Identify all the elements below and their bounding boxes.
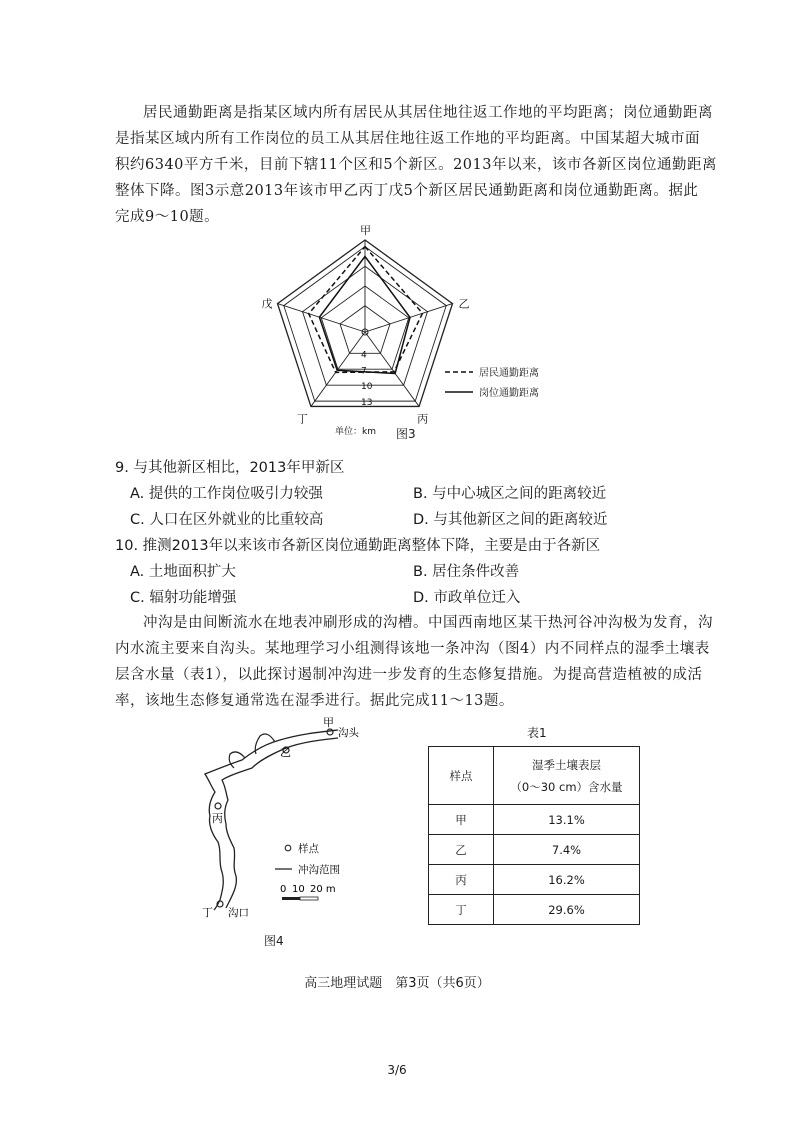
point-label-bing: 丙 <box>212 812 223 825</box>
scale-label-20: 20 m <box>310 884 336 895</box>
passage-line: 冲沟是由间断流水在地表冲刷形成的沟槽。中国西南地区某干热河谷冲沟极为发育，沟 <box>143 615 713 631</box>
radar-ring-label: 4 <box>361 350 367 361</box>
q9-stem: 9. 与其他新区相比，2013年甲新区 <box>115 460 345 476</box>
fig3-caption: 图3 <box>396 427 416 441</box>
point-label-jia: 甲 <box>323 716 334 729</box>
q9-option-a: A. 提供的工作岗位吸引力较强 <box>130 486 323 502</box>
radar-ring-label: 7 <box>361 366 367 377</box>
table1-cell-point: 丁 <box>429 895 494 925</box>
passage-gully <box>115 610 713 714</box>
gully-mouth-label: 沟口 <box>228 907 249 919</box>
fig4-gully-map <box>170 712 385 922</box>
q10-option-b: B. 居住条件改善 <box>413 564 520 580</box>
radar-ring-label: 10 <box>361 382 373 393</box>
passage-line: 积约6340平方千米，目前下辖11个区和5个新区。2013年以来，该市各新区岗位通勤距离 <box>115 157 717 173</box>
scale-bar-white <box>300 897 318 900</box>
scale-label-0: 0 <box>280 884 287 895</box>
passage-line: 完成9～10题。 <box>115 209 220 225</box>
q9-option-b: B. 与中心城区之间的距离较近 <box>413 486 607 502</box>
table1-cell-point: 乙 <box>429 835 494 865</box>
radar-axis-label: 戊 <box>261 297 273 311</box>
table1 <box>428 746 640 925</box>
passage-line: 率，该地生态修复通常选在湿季进行。据此完成11～13题。 <box>115 693 514 709</box>
legend-line-label: 冲沟范围 <box>298 864 340 876</box>
passage-line: 内水流主要来自沟头。某地理学习小组测得该地一条冲沟（图4）内不同样点的湿季土壤表 <box>115 641 710 657</box>
legend-point-label: 样点 <box>298 843 319 855</box>
legend-resident-label: 居民通勤距离 <box>479 368 539 379</box>
q10-option-a: A. 土地面积扩大 <box>130 564 236 580</box>
q9-option-c: C. 人口在区外就业的比重较高 <box>130 512 324 528</box>
radar-axis-label: 丁 <box>296 412 308 426</box>
table-row <box>429 835 640 865</box>
table1-cell-point: 丙 <box>429 865 494 895</box>
page-number: 3/6 <box>387 1063 407 1077</box>
table-row <box>429 865 640 895</box>
passage-line: 整体下降。图3示意2013年该市甲乙丙丁戊5个新区居民通勤距离和岗位通勤距离。据此 <box>115 183 699 199</box>
scale-label-10: 10 <box>292 884 305 895</box>
table1-cell-value: 29.6% <box>494 895 640 925</box>
fig3-radar-chart <box>255 224 565 442</box>
q10-option-c: C. 辐射功能增强 <box>130 590 237 606</box>
q9-option-d: D. 与其他新区之间的距离较近 <box>413 512 608 528</box>
radar-ring-label: 13 <box>361 398 373 409</box>
table-row <box>429 805 640 835</box>
gully-outline-inner <box>222 738 338 908</box>
radar-axis-label: 甲 <box>360 224 371 237</box>
table1-cell-value: 7.4% <box>494 835 640 865</box>
page-footer-title: 高三地理试题 第3页（共6页） <box>304 976 490 991</box>
table1-header-row <box>429 747 640 805</box>
table1-cell-value: 13.1% <box>494 805 640 835</box>
q10-stem: 10. 推测2013年以来该市各新区岗位通勤距离整体下降，主要是由于各新区 <box>115 538 601 554</box>
radar-labels <box>262 224 539 437</box>
passage-line: 居民通勤距离是指某区域内所有居民从其居住地往返工作地的平均距离；岗位通勤距离 <box>143 105 713 121</box>
table1-header-line1: 湿季土壤表层 <box>532 757 601 772</box>
table-row <box>429 895 640 925</box>
table1-header-line2: （0～30 cm）含水量 <box>510 779 623 794</box>
sample-point-jia <box>327 729 333 735</box>
radar-axis-label: 乙 <box>458 297 470 311</box>
radar-unit-label: 单位：km <box>335 427 376 437</box>
q10-option-d: D. 市政单位迁入 <box>413 590 521 606</box>
gully-head-label: 沟头 <box>338 727 359 739</box>
legend-point-icon <box>285 845 291 851</box>
passage-commute <box>115 100 717 230</box>
table1-header-moisture <box>494 747 640 805</box>
scale-bar-black <box>282 897 300 900</box>
legend-job-label: 岗位通勤距离 <box>479 388 539 399</box>
sample-point-bing <box>215 803 221 809</box>
passage-line: 层含水量（表1），以此探讨遏制冲沟进一步发育的生态修复措施。为提高营造植被的成活 <box>115 667 703 683</box>
table1-cell-value: 16.2% <box>494 865 640 895</box>
fig4-caption: 图4 <box>264 934 284 948</box>
table1-caption: 表1 <box>527 726 547 740</box>
table1-header-point: 样点 <box>429 747 494 805</box>
table1-cell-point: 甲 <box>429 805 494 835</box>
point-label-ding: 丁 <box>202 906 213 919</box>
gully-branch <box>255 734 275 754</box>
radar-axis-label: 丙 <box>417 412 429 426</box>
passage-line: 是指某区域内所有工作岗位的员工从其居住地往返工作地的平均距离。中国某超大城市面 <box>115 131 700 147</box>
point-label-yi: 乙 <box>280 746 291 759</box>
